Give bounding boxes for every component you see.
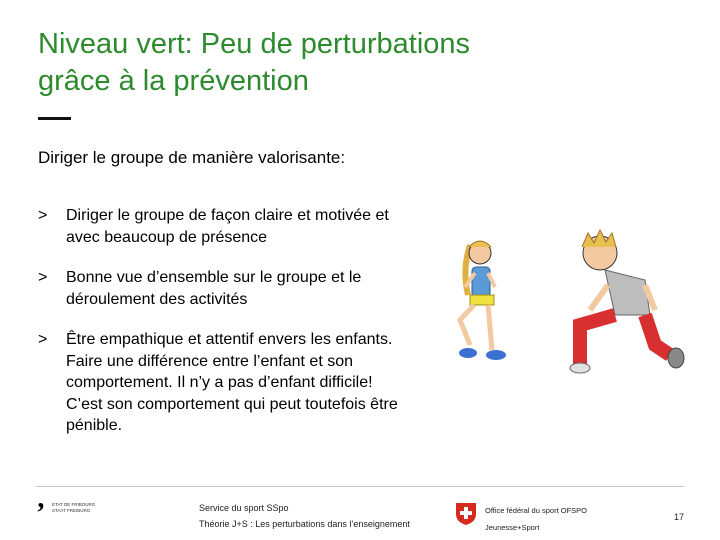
bullet-marker: > xyxy=(38,331,48,348)
swiss-shield-icon xyxy=(455,502,477,526)
slide-title xyxy=(38,26,638,100)
girl-figure xyxy=(459,241,506,360)
children-illustration xyxy=(440,225,685,375)
footer-js: Jeunesse+Sport xyxy=(485,523,540,532)
canton-logo-line-2: STAAT FREIBURG xyxy=(52,508,91,513)
bullet-marker: > xyxy=(38,207,48,224)
title-divider xyxy=(38,117,71,120)
footer-divider xyxy=(36,486,684,487)
canton-logo-mark: ’ xyxy=(36,498,46,529)
bullet-text: Bonne vue d’ensemble sur le groupe et le déroulement des activités xyxy=(66,269,362,308)
title-line-1: Niveau vert: Peu de perturbations xyxy=(38,28,471,60)
page-number: 17 xyxy=(674,512,685,522)
bullet-marker: > xyxy=(38,269,48,286)
canton-logo-line-1: ETAT DE FRIBOURG xyxy=(52,502,96,507)
footer-center xyxy=(199,500,410,532)
footer-federal-office xyxy=(485,502,587,536)
bullet-item xyxy=(38,329,406,437)
slide-subtitle: Diriger le groupe de manière valorisante: xyxy=(38,148,346,167)
boy-figure xyxy=(570,230,684,373)
footer-ofspo: Office fédéral du sport OFSPO xyxy=(485,506,587,515)
footer-course: Théorie J+S : Les perturbations dans l’enseignement xyxy=(199,519,410,529)
footer-service: Service du sport SSpo xyxy=(199,503,289,513)
bullet-text: Être empathique et attentif envers les enfants. Faire une différence entre l’enfant et son comportement. Il n’y a pas d’enfant difficile! C’est son comportement qui peut toutefois être pénible. xyxy=(66,331,398,434)
title-line-2: grâce à la prévention xyxy=(38,65,309,97)
bullet-text: Diriger le groupe de façon claire et motivée et avec beaucoup de présence xyxy=(66,207,389,246)
bullet-item xyxy=(38,205,398,248)
bullet-item xyxy=(38,267,398,310)
